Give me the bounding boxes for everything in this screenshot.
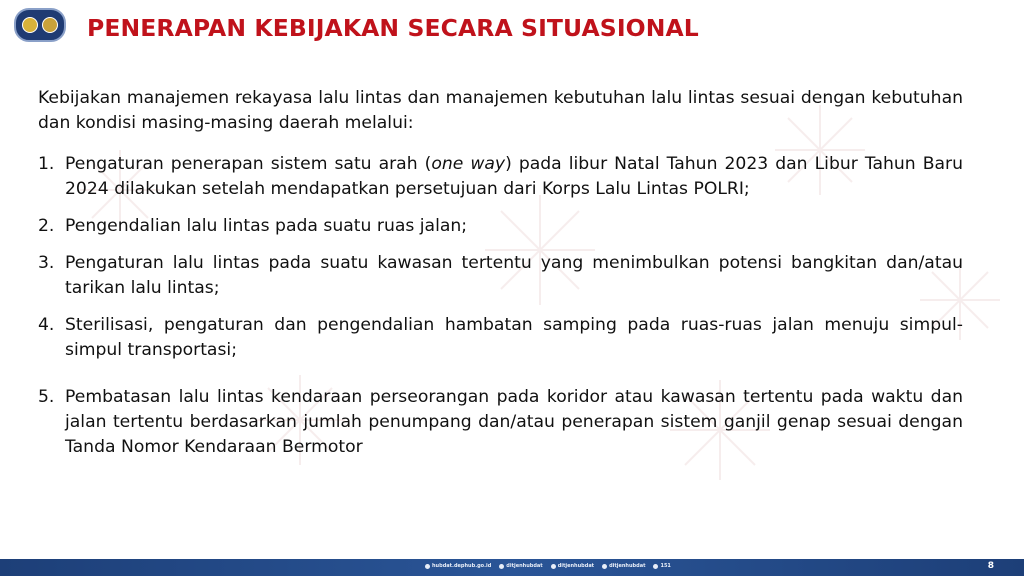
- phone-icon: [653, 564, 658, 569]
- item-number: 1.: [38, 154, 55, 174]
- slide-body: [38, 86, 963, 472]
- footer-link-facebook[interactable]: ditjenhubdat: [551, 563, 594, 569]
- globe-icon: [425, 564, 430, 569]
- footer-bar: [0, 559, 1024, 576]
- item-number: 4.: [38, 315, 55, 335]
- item-text: Pengaturan penerapan sistem satu arah (one way) pada libur Natal Tahun 2023 dan Libur Tahun Baru 2024 dilakukan setelah mendapatkan persetujuan dari Korps Lalu Lintas POLRI;: [65, 154, 963, 199]
- italic-term: one way: [431, 154, 506, 174]
- list-item: [38, 251, 963, 301]
- right-seal-icon: [42, 17, 58, 33]
- twitter-icon: [602, 564, 607, 569]
- footer-link-phone[interactable]: 151: [653, 563, 670, 569]
- item-number: 2.: [38, 216, 55, 236]
- slide-title: PENERAPAN KEBIJAKAN SECARA SITUASIONAL: [87, 14, 699, 42]
- item-text: Sterilisasi, pengaturan dan pengendalian hambatan samping pada ruas-ruas jalan menuju simpul-simpul transportasi;: [65, 315, 963, 360]
- list-item: [38, 214, 963, 239]
- footer-links: [425, 563, 671, 569]
- item-text: Pengendalian lalu lintas pada suatu ruas jalan;: [65, 216, 468, 236]
- page-number: 8: [987, 561, 994, 571]
- policy-list: [38, 152, 963, 460]
- footer-link-website[interactable]: hubdat.dephub.go.id: [425, 563, 491, 569]
- item-text: Pengaturan lalu lintas pada suatu kawasan tertentu yang menimbulkan potensi bangkitan dan/atau tarikan lalu lintas;: [65, 253, 963, 298]
- item-text: Pembatasan lalu lintas kendaraan perseorangan pada koridor atau kawasan tertentu pada waktu dan jalan tertentu berdasarkan jumlah penumpang dan/atau penerapan sistem ganjil genap sesuai dengan Tanda Nomor Kendaraan Bermotor: [65, 387, 963, 457]
- item-number: 3.: [38, 253, 55, 273]
- list-item: [38, 152, 963, 202]
- footer-link-twitter[interactable]: ditjenhubdat: [602, 563, 645, 569]
- list-item: [38, 385, 963, 460]
- intro-paragraph: Kebijakan manajemen rekayasa lalu lintas dan manajemen kebutuhan lalu lintas sesuai dengan kebutuhan dan kondisi masing-masing daerah melalui:: [38, 88, 963, 133]
- instagram-icon: [499, 564, 504, 569]
- list-item: [38, 313, 963, 363]
- facebook-icon: [551, 564, 556, 569]
- emblem-logo: [14, 8, 66, 42]
- footer-link-instagram[interactable]: ditjenhubdat: [499, 563, 542, 569]
- left-seal-icon: [22, 17, 38, 33]
- item-number: 5.: [38, 387, 55, 407]
